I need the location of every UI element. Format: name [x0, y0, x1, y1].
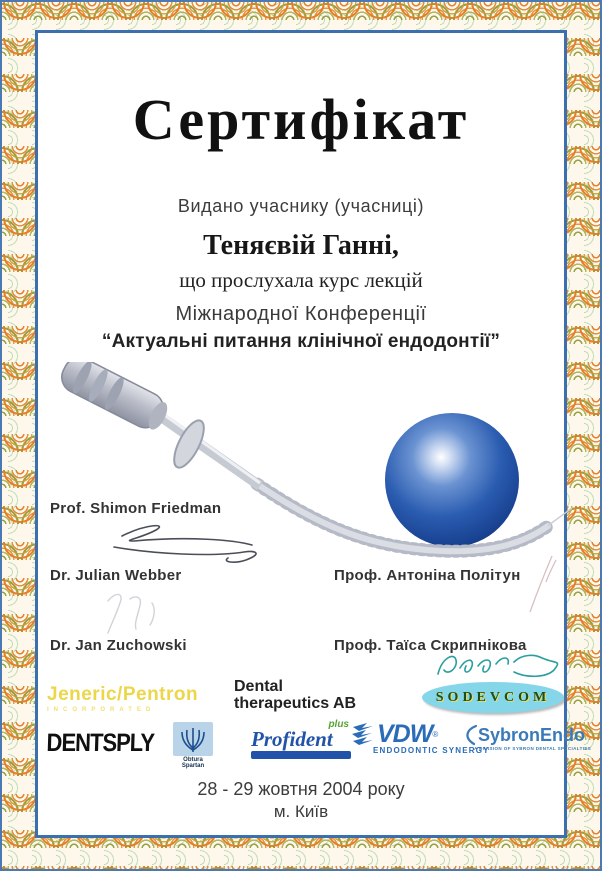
- webber-signature: [90, 587, 200, 639]
- friedman-signature: [94, 518, 274, 568]
- sybron-swoosh-icon: [462, 724, 478, 746]
- recipient-name: Теняєвій Ганні,: [203, 230, 399, 261]
- file-handle: [56, 362, 172, 435]
- issued-to-line: Видано учаснику (учасниці): [177, 196, 425, 216]
- politun-signature: [522, 550, 567, 620]
- profident-plus: plus: [328, 719, 349, 730]
- dental-line2: therapeutics AB: [234, 695, 357, 712]
- sybron-sub: A DIVISION OF SYBRON DENTAL SPECIALTIES: [474, 746, 592, 751]
- sodevcom-logo: [422, 682, 564, 713]
- vdw-name: VDW: [377, 720, 433, 748]
- jeneric-pentron-logo: [47, 684, 198, 713]
- vdw-reg-mark: ®: [432, 729, 439, 739]
- sybronendo-logo: [462, 724, 591, 751]
- dental-therapeutics-logo: [234, 678, 356, 712]
- skrypnikova-signature: [430, 644, 570, 686]
- vdw-sub: ENDODONTIC SYNERGY: [373, 746, 490, 755]
- profident-name: Profident: [251, 727, 333, 751]
- dental-line1: Dental: [234, 678, 283, 695]
- profident-banner: [251, 751, 351, 759]
- blue-sphere: [385, 413, 519, 547]
- signatory-skrypnikova: Проф. Таїса Скрипнікова: [334, 637, 527, 654]
- signatory-webber: Dr. Julian Webber: [50, 567, 182, 584]
- dentsply-logo: DENTSPLY: [46, 728, 155, 757]
- conference-topic: “Актуальні питання клінічної ендодонтії”: [101, 331, 501, 352]
- event-city: м. Київ: [273, 802, 329, 821]
- conference-line: Міжнародної Конференції: [175, 303, 427, 325]
- sodevcom-name: SODEVCOM: [435, 689, 551, 705]
- attended-line: що прослухала курс лекцій: [179, 268, 423, 292]
- signatory-politun: Проф. Антоніна Політун: [334, 567, 521, 584]
- jeneric-pentron-sub: INCORPORATED: [47, 707, 156, 713]
- event-date: 28 - 29 жовтня 2004 року: [197, 779, 405, 799]
- jeneric-pentron-name: Jeneric/Pentron: [47, 684, 199, 705]
- certificate-title: Сертифікат: [132, 87, 470, 152]
- signatory-zuchowski: Dr. Jan Zuchowski: [50, 637, 187, 654]
- sybron-name: SybronEndo: [478, 724, 585, 745]
- obtura-spartan-logo: [172, 722, 214, 769]
- obtura-line2: Spartan: [181, 763, 205, 769]
- obtura-spartan-icon: [173, 722, 213, 756]
- obtura-line1: Obtura: [183, 757, 203, 763]
- signatory-friedman: Prof. Shimon Friedman: [50, 500, 222, 517]
- vdw-bolts-icon: [351, 722, 377, 746]
- profident-logo: [251, 720, 355, 759]
